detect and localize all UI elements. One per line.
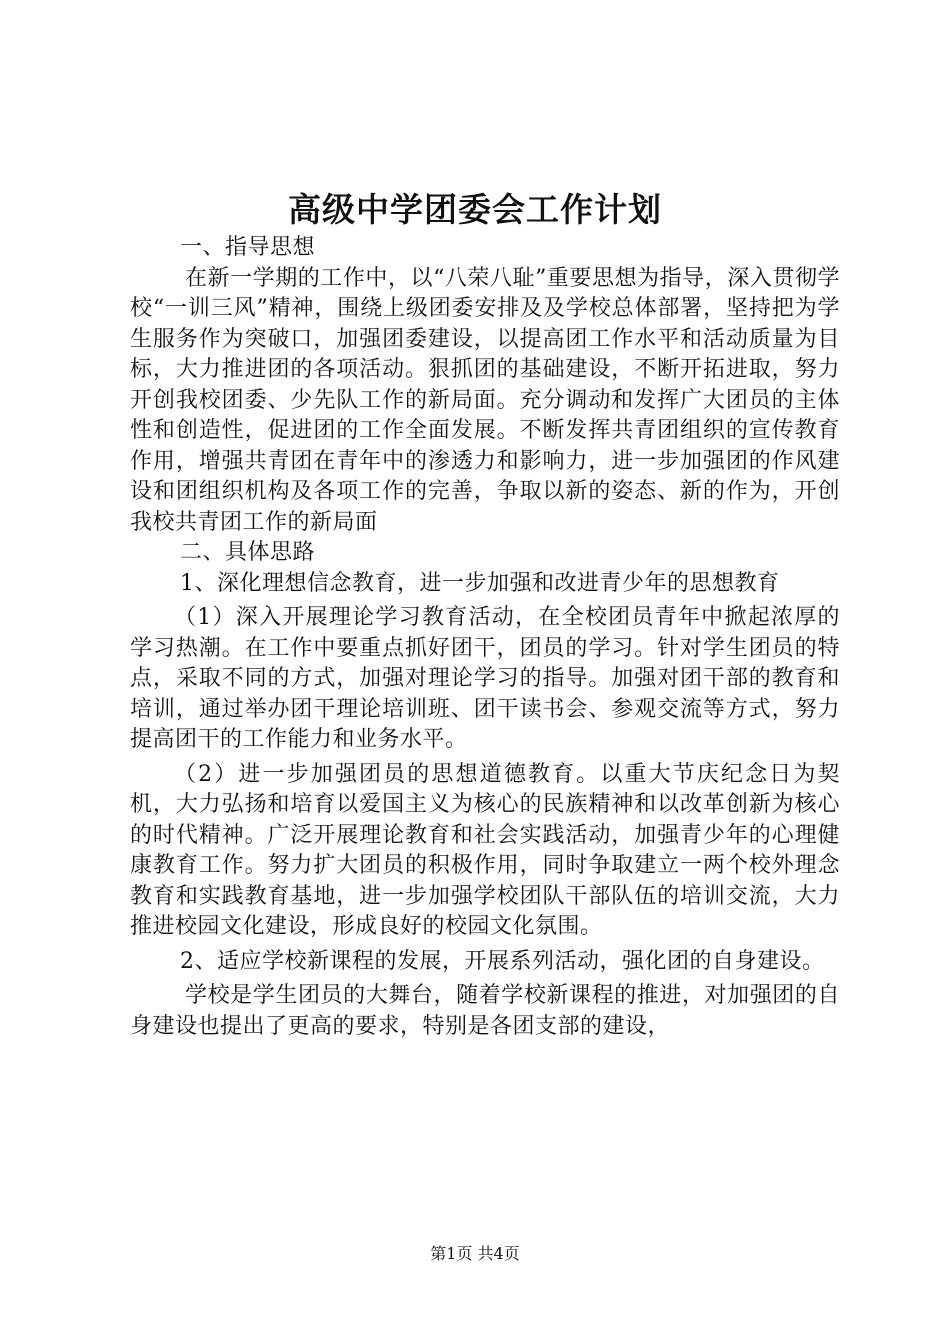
section-heading-guiding-ideology: 一、指导思想 <box>180 235 316 260</box>
page-footer: 第1页 共4页 <box>430 1244 520 1263</box>
paragraph-guiding-ideology: 在新一学期的工作中，以“八荣八耻”重要思想为指导，深入贯彻学校“一训三风”精神，围绕上级团委安排及及学校总体部署，坚持把为学生服务作为突破口，加强团委建设，以提高团工作水平和活动质量为目标，大力推进团的各项活动。狠抓团的基础建设，不断开拓进取，努力开创我校团委、少先队工作的新局面。充分调动和发挥广大团员的主体性和创造性，促进团的工作全面发展。不断发挥共青团组织的宣传教育作用，增强共青团在青年中的渗透力和影响力，进一步加强团的作风建设和团组织机构及各项工作的完善，争取以新的姿态、新的作为，开创我校共青团工作的新局面 <box>130 265 840 535</box>
paragraph-school-stage: 学校是学生团员的大舞台，随着学校新课程的推进，对加强团的自身建设也提出了更高的要求，特别是各团支部的建设， <box>130 983 840 1039</box>
section-heading-specific-ideas: 二、具体思路 <box>180 540 316 565</box>
sub-item-moral-education: （2）进一步加强团员的思想道德教育。以重大节庆纪念日为契机，大力弘扬和培育以爱国主义为核心的民族精神和以改革创新为核心的时代精神。广泛开展理论教育和社会实践活动，加强青少年的心理健康教育工作。努力扩大团员的积极作用，同时争取建立一两个校外理念教育和实践教育基地，进一步加强学校团队干部队伍的培训交流，大力推进校园文化建设，形成良好的校园文化氛围。 <box>130 761 840 939</box>
document-title: 高级中学团委会工作计划 <box>288 190 662 229</box>
sub-item-theory-study: （1）深入开展理论学习教育活动，在全校团员青年中掀起浓厚的学习热潮。在工作中要重点抓好团干，团员的学习。针对学生团员的特点，采取不同的方式，加强对理论学习的指导。加强对团干部的教育和培训，通过举办团干理论培训班、团干读书会、参观交流等方式，努力提高团干的工作能力和业务水平。 <box>130 605 840 752</box>
item-heading-ideals-education: 1、深化理想信念教育，进一步加强和改进青少年的思想教育 <box>180 570 780 596</box>
item-heading-new-curriculum: 2、适应学校新课程的发展，开展系列活动，强化团的自身建设。 <box>180 948 825 974</box>
document-body <box>130 233 840 1042</box>
